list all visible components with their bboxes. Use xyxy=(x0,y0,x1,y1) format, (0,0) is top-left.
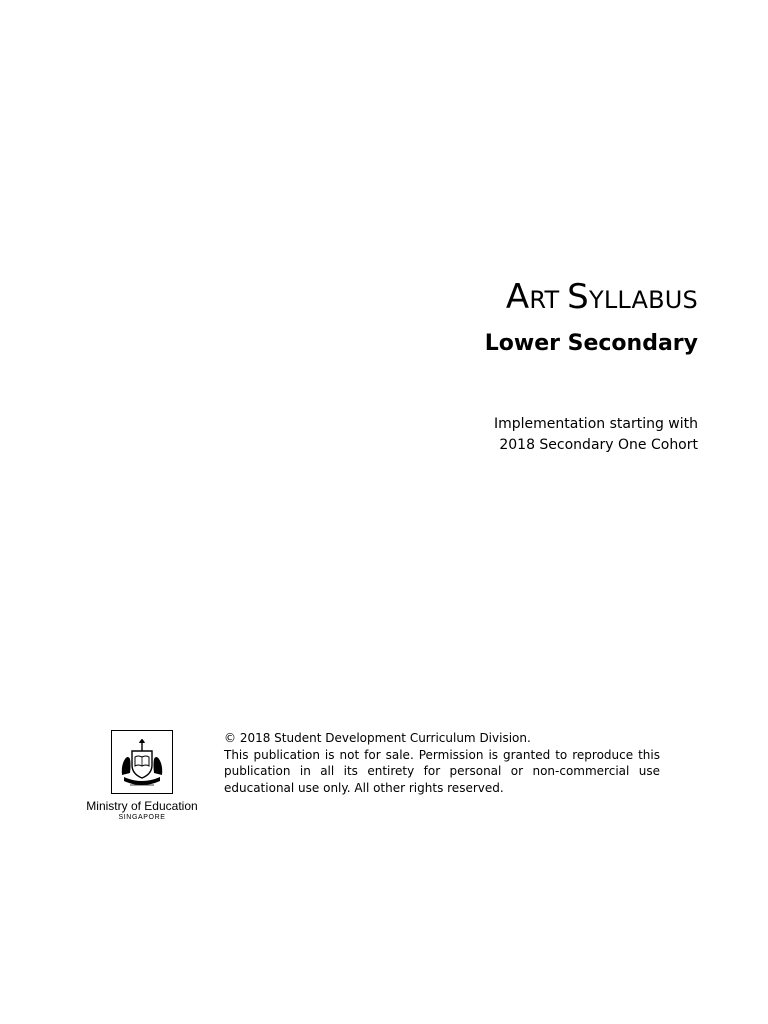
implementation-note xyxy=(378,414,698,456)
ministry-logo xyxy=(82,730,202,822)
document-title xyxy=(278,272,698,325)
copyright-notice xyxy=(224,730,660,796)
document-subtitle: Lower Secondary xyxy=(484,331,698,356)
copyright-line: © 2018 Student Development Curriculum Division. xyxy=(224,731,531,745)
title-block xyxy=(278,272,698,359)
crest-emblem-icon xyxy=(116,735,168,789)
ministry-country: SINGAPORE xyxy=(118,814,166,821)
ministry-name: Ministry of Education xyxy=(86,799,198,813)
title-word-art: ART xyxy=(505,277,560,317)
implementation-line-2: 2018 Secondary One Cohort xyxy=(499,437,698,453)
title-word-syllabus: SYLLABUS xyxy=(567,277,698,317)
permission-text: This publication is not for sale. Permission is granted to reproduce this publication in all its entirety for personal or non-commercial use educational use only. All other rights reserved. xyxy=(224,747,660,795)
implementation-line-1: Implementation starting with xyxy=(493,416,698,432)
crest-frame xyxy=(111,730,173,794)
